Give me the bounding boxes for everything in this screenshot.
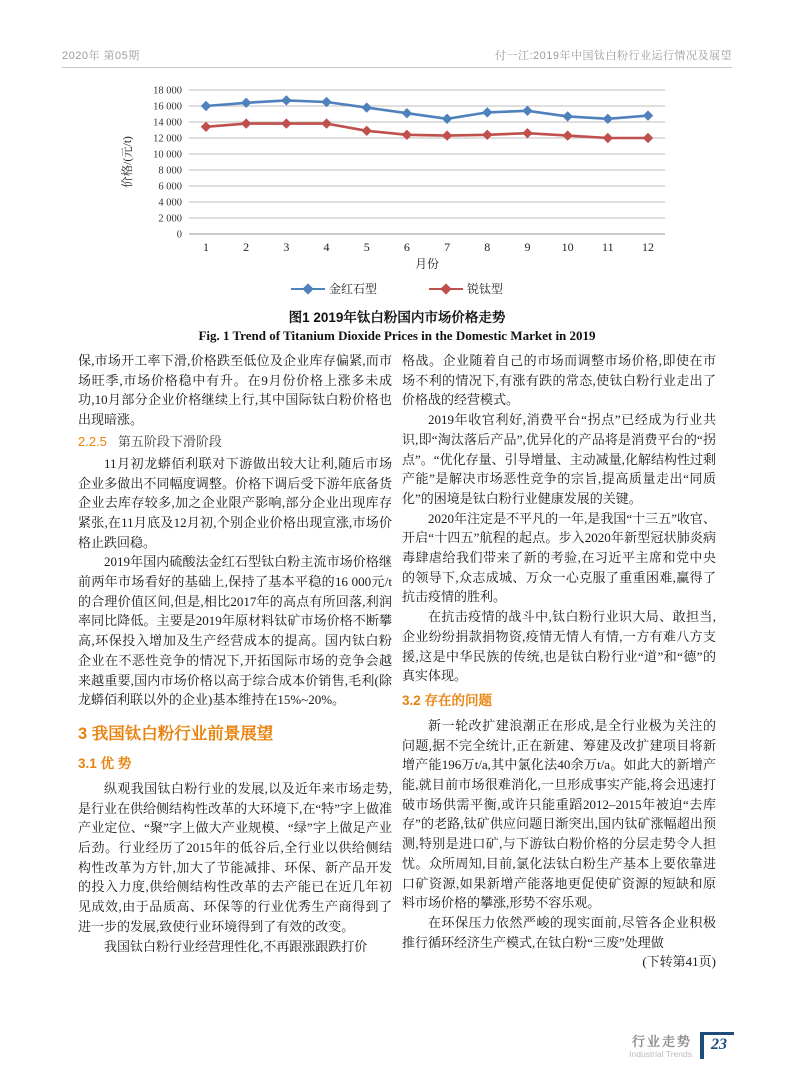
svg-text:14 000: 14 000 (153, 117, 182, 129)
running-title: 付一江:2019年中国钛白粉行业运行情况及展望 (494, 50, 732, 62)
svg-text:7: 7 (444, 240, 451, 254)
left-column (78, 351, 392, 956)
figure-caption-cn: 图1 2019年钛白粉国内市场价格走势 (288, 310, 506, 325)
figure-caption-en: Fig. 1 Trend of Titanium Dioxide Prices in the Domestic Market in 2019 (198, 328, 596, 343)
svg-text:6 000: 6 000 (158, 181, 182, 193)
svg-text:0: 0 (176, 229, 182, 241)
svg-text:10: 10 (561, 240, 574, 254)
legend-label: 金红石型 (328, 282, 377, 296)
footer-section-en: Industrial Trends (629, 1049, 692, 1059)
footer-section-cn: 行业走势 (631, 1034, 692, 1049)
svg-text:8 000: 8 000 (158, 165, 182, 177)
legend-label: 锐钛型 (467, 282, 504, 296)
chart-legend (117, 280, 677, 297)
paragraph: 在抗击疫情的战斗中,钛白粉行业识大局、敢担当,企业纷纷捐款捐物资,疫情无情人有情,一方有难八方支援,这是中华民族的传统,也是钛白粉行业“道”和“德”的真实体现。 (402, 609, 716, 684)
paragraph: 2019年收官利好,消费平台“拐点”已经成为行业共识,即“淘汰落后产品”,优异化的产品将是消费平台的“拐点”。“优化存量、引导增量、主动减量,化解结构性过剩产能”是解决市场恶性竞争的宗旨,提高质量走出“同质化”的困境是钛白粉行业健康发展的关键。 (402, 412, 716, 506)
paragraph: 保,市场开工率下滑,价格跌至低位及企业库存偏紧,而市场旺季,市场价格稳中有升。在9月份价格上涨多未成功,10月部分企业价格继续上行,其中国际钛白粉价格也出现暗涨。 (78, 353, 392, 428)
figure-1 (117, 82, 677, 344)
subsubsection-heading (78, 432, 392, 452)
svg-text:8: 8 (484, 240, 491, 254)
svg-text:6: 6 (403, 240, 410, 254)
paragraph: 我国钛白粉行业经营理性化,不再跟涨跟跌打价 (104, 938, 368, 954)
section-heading: 3 我国钛白粉行业前景展望 (78, 724, 274, 743)
issue-label: 2020年 第05期 (62, 50, 140, 62)
paragraph: 在环保压力依然严峻的现实面前,尽管各企业积极推行循环经济生产模式,在钛白粉“三废”处理做 (402, 914, 716, 950)
svg-text:5: 5 (363, 240, 370, 254)
svg-text:18 000: 18 000 (153, 85, 182, 97)
svg-text:9: 9 (524, 240, 531, 254)
svg-text:月份: 月份 (414, 257, 440, 271)
svg-text:3: 3 (283, 240, 290, 254)
right-column (402, 351, 716, 972)
paragraph: 11月初龙蟒佰利联对下游做出较大让利,随后市场企业多做出不同幅度调整。价格下调后受下游年底备货企业去库存较多,加之企业限产影响,部分企业出现库存紧张,在11月底及12月初,个别企业价格出现宣涨,市场价格止跌回稳。 (78, 455, 392, 550)
svg-text:2: 2 (243, 240, 250, 254)
heading-number: 2.2.5 (78, 433, 107, 449)
heading-text: 第五阶段下滑阶段 (117, 433, 222, 449)
svg-text:4: 4 (323, 240, 330, 254)
svg-text:16 000: 16 000 (153, 101, 182, 113)
paragraph: 格战。企业随着自己的市场而调整市场价格,即使在市场不利的情况下,有涨有跌的常态,使钛白粉行业走出了价格战的经营模式。 (402, 353, 716, 408)
svg-text:价格/(元/t): 价格/(元/t) (122, 136, 134, 188)
footer-section-labels (629, 1031, 692, 1059)
subsection-heading: 3.1 优 势 (78, 755, 132, 771)
page-footer (629, 1031, 734, 1059)
svg-text:4 000: 4 000 (158, 197, 182, 209)
svg-text:11: 11 (602, 240, 614, 254)
paragraph: 2020年注定是不平凡的一年,是我国“十三五”收官、开启“十四五”航程的起点。步入2020年新型冠状肺炎病毒肆虐给我们带来了新的考验,在习近平主席和党中央的领导下,众志成城、万众一心克服了重重困难,赢得了抗击疫情的胜利。 (402, 510, 716, 605)
price-trend-chart (117, 82, 677, 274)
paragraph: 新一轮改扩建浪潮正在形成,是全行业极为关注的问题,据不完全统计,正在新建、筹建及改扩建项目将新增产能196万t/a,其中氯化法40余万t/a。如此大的新增产能,就目前市场很难消化,一旦形成事实产能,将会迅速打破市场供需平衡,或许只能重蹈2012–2015年被迫“去库存”的老路,钛矿供应问题日渐突出,国内钛矿涨幅超出预测,特别是进口矿,与下游钛白粉价格的分层走势令人担忧。众所周知,目前,氯化法钛白粉生产基本上要依靠进口矿资源,如果新增产能落地更促使矿资源的短缺和原料市场价格的攀涨,形势不容乐观。 (402, 717, 716, 911)
page-header (62, 47, 732, 68)
legend-item (429, 280, 503, 297)
svg-text:12 000: 12 000 (153, 133, 182, 145)
paragraph: 2019年国内硫酸法金红石型钛白粉主流市场价格继前两年市场看好的基础上,保持了基本平稳的16 000元/t的合理价值区间,但是,相比2017年的高点有所回落,利润率同比降低。主要是2019年原材料钛矿市场价格不断攀高,环保投入增加及生产经营成本的提高。国内钛白粉企业在不恶性竞争的情况下,开拓国际市场的竞争会越来越重要,国内市场价格以高于综合成本价销售,毛利(除龙蟒佰利联以外的企业)基本维持在15%~20%。 (78, 554, 392, 708)
svg-text:12: 12 (642, 240, 654, 254)
legend-line-diamond-icon (291, 284, 325, 293)
svg-text:10 000: 10 000 (153, 149, 182, 161)
continuation-note: (下转第41页) (642, 954, 716, 970)
legend-line-diamond-icon (429, 284, 463, 293)
svg-text:2 000: 2 000 (158, 213, 182, 225)
subsection-heading: 3.2 存在的问题 (402, 692, 493, 708)
legend-item (291, 280, 377, 297)
paragraph: 纵观我国钛白粉行业的发展,以及近年来市场走势,是行业在供给侧结构性改革的大环境下,在“特”字上做准产业定位、“聚”字上做大产业规模、“绿”字上做足产业后劲。行业经历了2015年的低谷后,全行业以供给侧结构性改革为方针,加大了节能减排、环保、新产品开发的投入力度,供给侧结构性改革的去产能已在近几年初见成效,由于品质高、环保等的行业优秀生产商得到了进一步的发展,致使行业环境得到了有效的改变。 (78, 780, 392, 934)
svg-text:1: 1 (203, 240, 209, 254)
page-number: 23 (700, 1032, 734, 1059)
